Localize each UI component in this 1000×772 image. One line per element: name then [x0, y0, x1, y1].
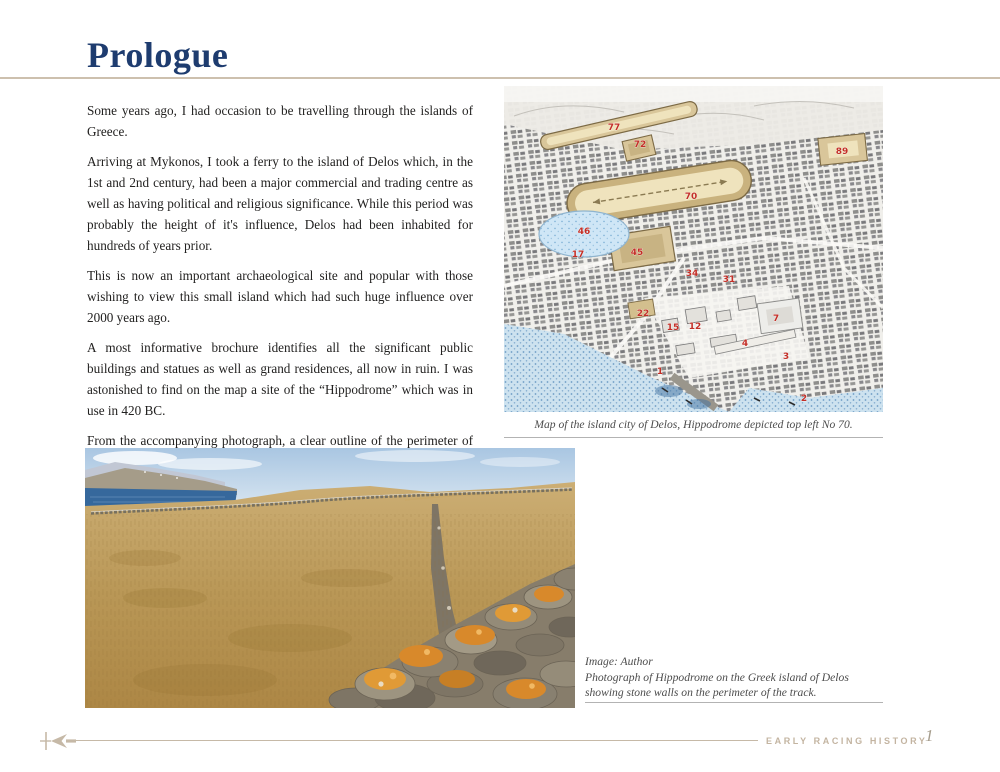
page-number: 1	[925, 726, 934, 745]
paragraph: This is now an important archaeological site and popular with those wishing to view this small island which had such huge influence over 2000 years ago.	[87, 268, 473, 325]
hippodrome-photo-figure	[85, 448, 575, 708]
map-marker-22: 22	[636, 309, 650, 319]
map-marker-72: 72	[633, 140, 647, 150]
map-marker-34: 34	[685, 269, 699, 279]
map-marker-17: 17	[571, 250, 585, 260]
footer-series-title: EARLY RACING HISTORY	[766, 736, 928, 746]
hippodrome-photo	[85, 448, 575, 708]
map-marker-77: 77	[607, 123, 621, 133]
map-marker-46: 46	[577, 227, 591, 237]
map-caption: Map of the island city of Delos, Hippodrome depicted top left No 70.	[534, 418, 853, 431]
paragraph: Some years ago, I had occasion to be travelling through the islands of Greece.	[87, 103, 473, 139]
footer-rule	[70, 740, 758, 741]
paragraph: A most informative brochure identifies all the significant public buildings and statues as well as grand residences, all now in ruin. I was astonished to find on the map a site of the “Hippodrome” which was in use in 420 BC.	[87, 340, 473, 418]
map-marker-45: 45	[630, 248, 644, 258]
paragraph: From the accompanying photograph, a clear outline of the perimeter of	[87, 433, 473, 448]
delos-map-figure	[504, 86, 883, 412]
map-caption-rule	[504, 437, 883, 438]
map-marker-15: 15	[666, 323, 680, 333]
map-marker-7: 7	[772, 314, 780, 324]
photo-caption-line-1: Photograph of Hippodrome on the Greek island of Delos	[585, 670, 849, 684]
map-marker-31: 31	[722, 275, 736, 285]
delos-map-image	[504, 86, 883, 412]
map-marker-89: 89	[835, 147, 849, 157]
paragraph: Arriving at Mykonos, I took a ferry to the island of Delos which, in the 1st and 2nd century, had been a major commercial and trading centre as well as having political and religious significance. While this period was probably the height of it's influence, Delos had been inhabited for hundreds of years prior.	[87, 154, 473, 253]
footer-fleuron-ornament	[40, 729, 76, 753]
map-marker-4: 4	[741, 339, 749, 349]
map-marker-3: 3	[782, 352, 790, 362]
photo-credit: Image: Author	[585, 655, 653, 668]
photo-caption-rule	[585, 702, 883, 703]
map-marker-12: 12	[688, 322, 702, 332]
map-marker-1: 1	[656, 367, 664, 377]
photo-caption	[585, 654, 883, 701]
photo-caption-line-2: showing stone walls on the perimeter of the track.	[585, 686, 817, 699]
header-rule	[0, 77, 1000, 79]
page-title: Prologue	[87, 35, 229, 75]
map-marker-70: 70	[684, 192, 698, 202]
map-marker-2: 2	[800, 394, 808, 404]
